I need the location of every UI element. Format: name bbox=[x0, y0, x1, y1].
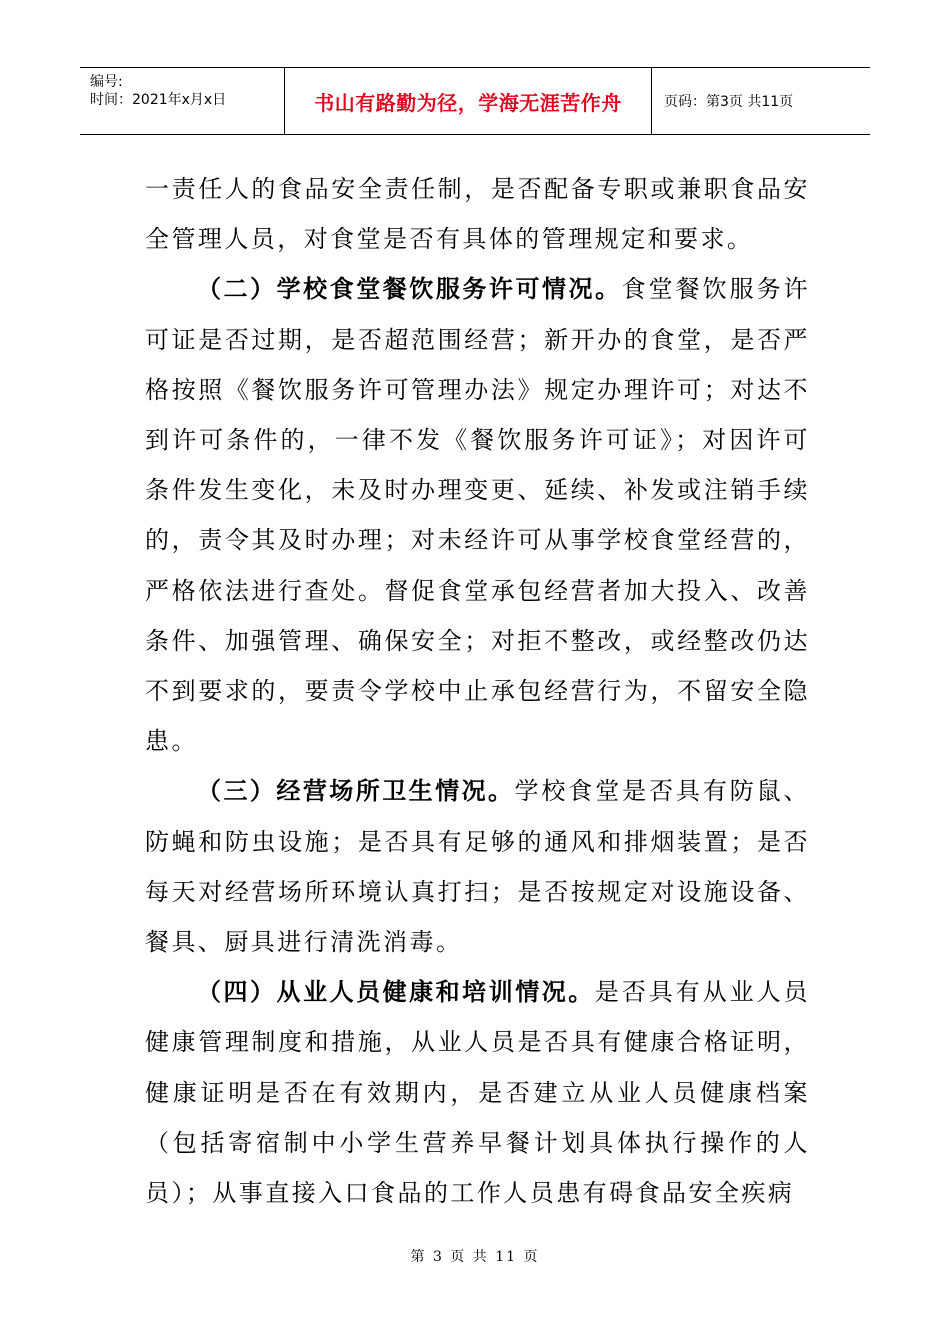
paragraph-text: 学校食堂是否具有防鼠、防蝇和防虫设施；是否具有足够的通风和排烟装置；是否每天对经营场所环境认真打扫；是否按规定对设施设备、餐具、厨具进行清洗消毒。 bbox=[145, 777, 811, 957]
paragraph-section-2 bbox=[145, 264, 810, 766]
section-heading: （四）从业人员健康和培训情况。 bbox=[197, 978, 595, 1007]
document-header bbox=[80, 67, 870, 135]
paragraph-continuation bbox=[145, 164, 810, 264]
document-time-label: 时间：2021年x月x日 bbox=[90, 92, 227, 108]
header-meta bbox=[80, 68, 284, 134]
document-number-label: 编号: bbox=[90, 74, 123, 90]
section-heading: （二）学校食堂餐饮服务许可情况。 bbox=[197, 275, 622, 304]
section-heading: （三）经营场所卫生情况。 bbox=[197, 777, 515, 806]
document-body bbox=[145, 164, 810, 1218]
paragraph-text: 一责任人的食品安全责任制，是否配备专职或兼职食品安全管理人员，对食堂是否有具体的管理规定和要求。 bbox=[145, 175, 810, 254]
page-footer: 第 3 页 共 11 页 bbox=[410, 1249, 540, 1265]
paragraph-section-3 bbox=[145, 766, 810, 967]
header-page-info: 页码：第3页 共11页 bbox=[664, 94, 794, 110]
paragraph-text: 是否具有从业人员健康管理制度和措施，从业人员是否具有健康合格证明，健康证明是否在有效期内，是否建立从业人员健康档案（包括寄宿制中小学生营养早餐计划具体执行操作的人员）；从事直接入口食品的工作人员患有碍食品安全疾病 bbox=[145, 978, 810, 1208]
header-motto: 书山有路勤为径，学海无涯苦作舟 bbox=[284, 68, 652, 134]
paragraph-section-4 bbox=[145, 967, 810, 1218]
paragraph-text: 食堂餐饮服务许可证是否过期，是否超范围经营；新开办的食堂，是否严格按照《餐饮服务许可管理办法》规定办理许可；对达不到许可条件的，一律不发《餐饮服务许可证》；对因许可条件发生变化，未及时办理变更、延续、补发或注销手续的，责令其及时办理；对未经许可从事学校食堂经营的，严格依法进行查处。督促食堂承包经营者加大投入、改善条件、加强管理、确保安全；对拒不整改，或经整改仍达不到要求的，要责令学校中止承包经营行为，不留安全隐患。 bbox=[145, 275, 811, 756]
